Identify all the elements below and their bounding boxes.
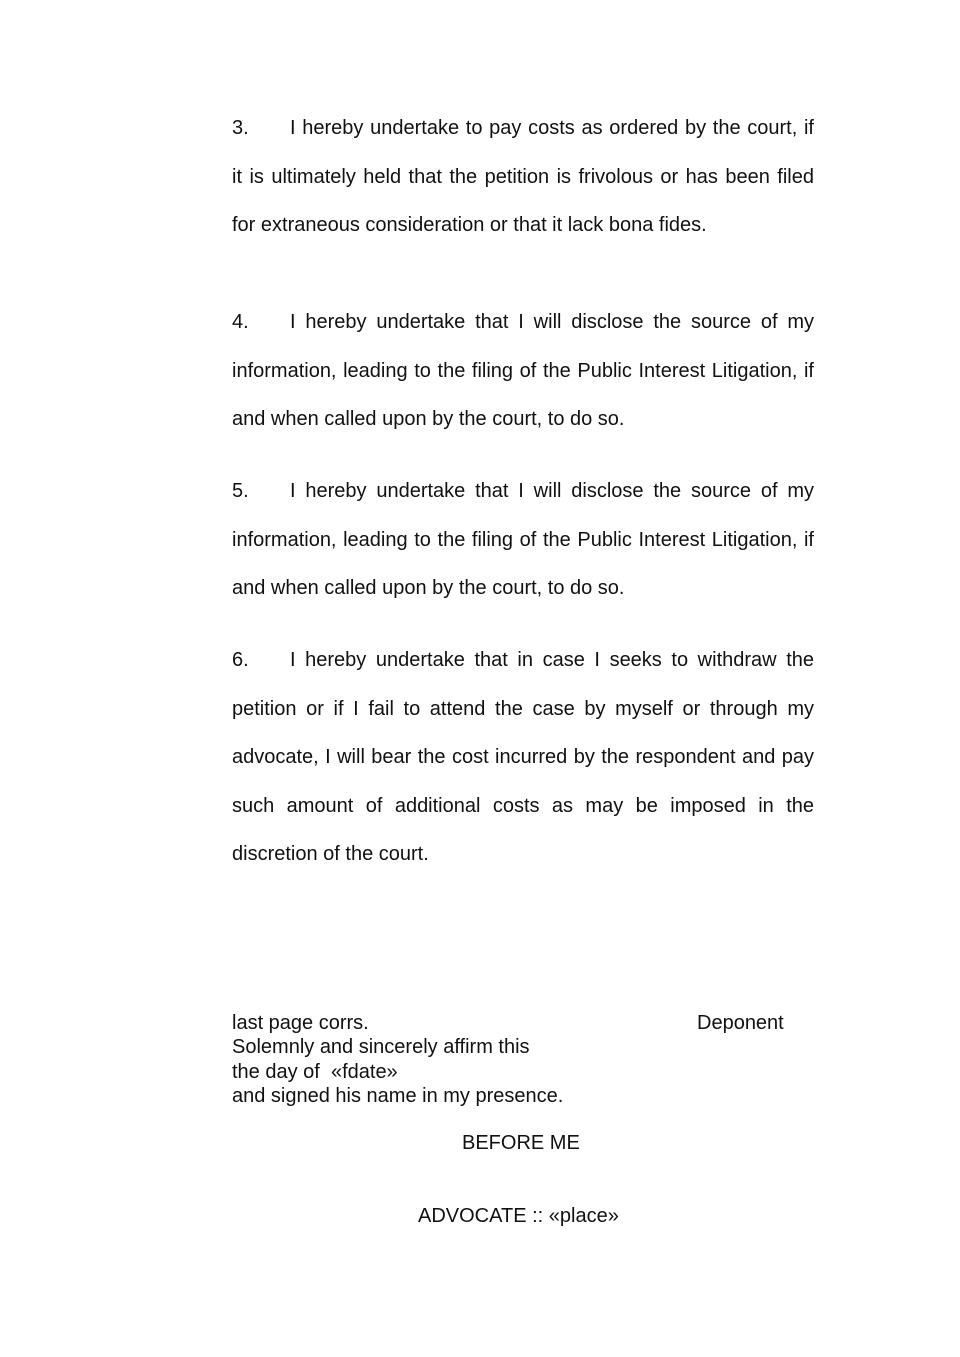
paragraph-text: I hereby undertake that I will disclose the source of my information, leading to the filing of the Public Interest Litigation, if and when called upon by the court, to do so. xyxy=(232,311,814,430)
advocate-label: ADVOCATE :: «place» xyxy=(418,1205,619,1227)
paragraph-text: I hereby undertake to pay costs as ordered by the court, if it is ultimately held that the petition is frivolous or has been filed for extraneous consideration or that it lack bona fides. xyxy=(232,117,814,236)
jurat-line: the day of «fdate» xyxy=(232,1060,398,1083)
paragraph-number: 3. xyxy=(232,117,249,139)
paragraph-6 xyxy=(232,636,814,879)
paragraph-5 xyxy=(232,467,814,613)
deponent-label: Deponent xyxy=(697,1012,784,1034)
paragraph-4 xyxy=(232,298,814,444)
paragraph-number: 5. xyxy=(232,480,249,502)
paragraph-text: I hereby undertake that I will disclose the source of my information, leading to the filing of the Public Interest Litigation, if and when called upon by the court, to do so. xyxy=(232,480,814,599)
jurat-block xyxy=(232,1011,563,1108)
jurat-line: last page corrs. xyxy=(232,1012,369,1034)
before-me-label: BEFORE ME xyxy=(462,1132,580,1154)
jurat-line: and signed his name in my presence. xyxy=(232,1084,564,1107)
paragraph-number: 6. xyxy=(232,649,249,671)
jurat-line: Solemnly and sincerely affirm this xyxy=(232,1036,530,1059)
paragraph-number: 4. xyxy=(232,311,249,333)
paragraph-text: I hereby undertake that in case I seeks to withdraw the petition or if I fail to attend the case by myself or through my advocate, I will bear the cost incurred by the respondent and pay such amount of additional costs as may be imposed in the discretion of the court. xyxy=(232,649,814,865)
paragraph-3 xyxy=(232,104,814,250)
